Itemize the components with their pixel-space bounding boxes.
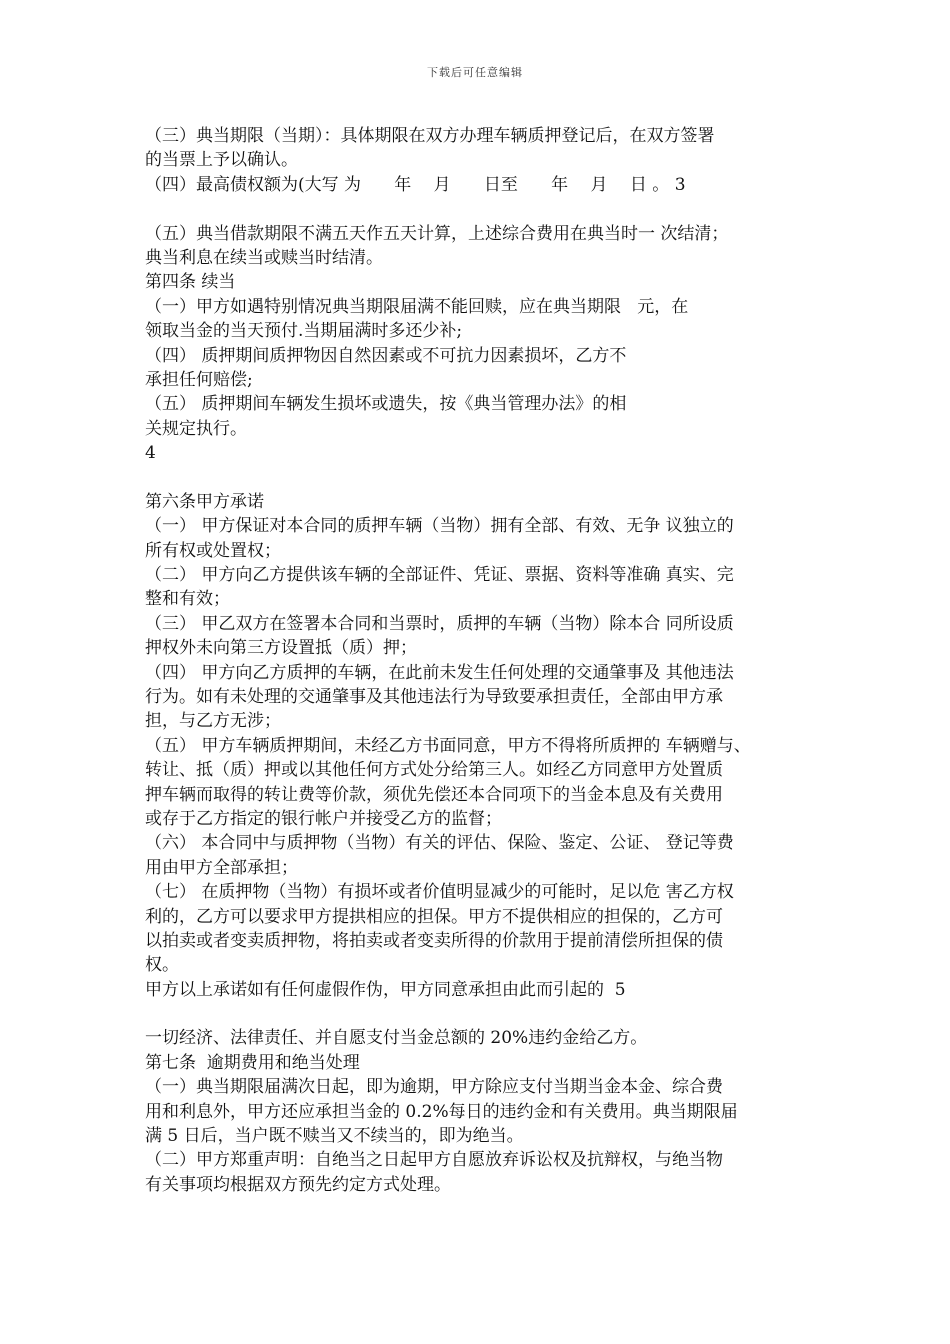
blank-line	[145, 197, 815, 221]
text-line: 用和利息外，甲方还应承担当金的 0.2%每日的违约金和有关费用。典当期限届	[145, 1101, 738, 1122]
text-line: （一）典当期限届满次日起，即为逾期，甲方除应支付当期当金本金、综合费	[145, 1077, 723, 1098]
page-header: 下载后可任意编辑	[427, 66, 523, 79]
text-line: （二） 甲方向乙方提供该车辆的全部证件、凭证、票据、资料等准确 真实、完	[145, 565, 734, 586]
text-line: 利的，乙方可以要求甲方提拱相应的担保。甲方不提供相应的担保的，乙方可	[145, 906, 723, 927]
text-line: （四） 甲方向乙方质押的车辆，在此前未发生任何处理的交通肇事及 其他违法	[145, 662, 734, 683]
text-line: 典当利息在续当或赎当时结清。	[145, 247, 383, 268]
text-line: （一） 甲方保证对本合同的质押车辆（当物）拥有全部、有效、无争 议独立的	[145, 516, 734, 537]
text-line: （二）甲方郑重声明：自绝当之日起甲方自愿放弃诉讼权及抗辩权，与绝当物	[145, 1150, 723, 1171]
text-line: （七） 在质押物（当物）有损坏或者价值明显减少的可能时，足以危 害乙方权	[145, 882, 734, 903]
text-line: 承担任何赔偿;	[145, 369, 253, 390]
blank-line	[145, 465, 815, 489]
text-line: 权。	[145, 955, 179, 976]
blank-line	[145, 1002, 815, 1026]
text-line: 甲方以上承诺如有任何虚假作伪，甲方同意承担由此而引起的 5	[145, 979, 626, 1000]
text-line: （三）典当期限（当期）：具体期限在双方办理车辆质押登记后，在双方签署	[145, 126, 715, 146]
text-line: （五） 甲方车辆质押期间，未经乙方书面同意，甲方不得将所质押的 车辆赠与、	[145, 735, 751, 756]
text-line: （一）甲方如遇特别情况典当期限届满不能回赎，应在典当期限 元，在	[145, 296, 689, 317]
text-line: 押车辆而取得的转让费等价款，须优先偿还本合同项下的当金本息及有关费用	[145, 784, 723, 805]
text-line: （五） 质押期间车辆发生损坏或遗失，按《典当管理办法》的相	[145, 394, 627, 415]
text-line: 关规定执行。	[145, 418, 247, 439]
text-line: 4	[145, 443, 156, 464]
text-line: 担，与乙方无涉；	[145, 711, 281, 732]
text-line: 第四条 续当	[145, 272, 236, 293]
text-line: 满 5 日后，当户既不赎当又不续当的，即为绝当。	[145, 1126, 524, 1147]
text-line: （六） 本合同中与质押物（当物）有关的评估、保险、鉴定、公证、 登记等费	[145, 833, 734, 854]
text-line: 领取当金的当天预付.当期届满时多还少补;	[145, 321, 463, 342]
text-line: 一切经济、法律责任、并自愿支付当金总额的 20%违约金给乙方。	[145, 1028, 648, 1049]
text-line: 转让、抵（质）押或以其他任何方式处分给第三人。如经乙方同意甲方处置质	[145, 760, 723, 781]
text-line: 用由甲方全部承担；	[145, 857, 298, 878]
text-line: 有关事项均根据双方预先约定方式处理。	[145, 1174, 451, 1195]
text-line: 以拍卖或者变卖质押物，将拍卖或者变卖所得的价款用于提前清偿所担保的债	[145, 930, 723, 951]
text-line: 押权外未向第三方设置抵（质）押；	[145, 638, 417, 659]
text-line: （四） 质押期间质押物因自然因素或不可抗力因素损坏，乙方不	[145, 345, 627, 366]
text-line: 所有权或处置权；	[145, 540, 281, 561]
text-line: （四）最高债权额为(大写 为 年 月 日至 年 月 日 。 3	[145, 174, 686, 195]
text-line: 行为。如有未处理的交通肇事及其他违法行为导致要承担责任，全部由甲方承	[145, 686, 723, 707]
text-line: 整和有效；	[145, 589, 230, 610]
text-line: 的当票上予以确认。	[145, 150, 298, 171]
text-line: 或存于乙方指定的银行帐户并接受乙方的监督；	[145, 808, 502, 829]
document-body	[145, 124, 815, 1197]
text-line: （三） 甲乙双方在签署本合同和当票时，质押的车辆（当物）除本合 同所设质	[145, 613, 734, 634]
text-line: （五）典当借款期限不满五天作五天计算，上述综合费用在典当时一 次结清；	[145, 223, 729, 244]
text-line: 第七条 逾期费用和绝当处理	[145, 1052, 360, 1073]
text-line: 第六条甲方承诺	[145, 491, 264, 512]
